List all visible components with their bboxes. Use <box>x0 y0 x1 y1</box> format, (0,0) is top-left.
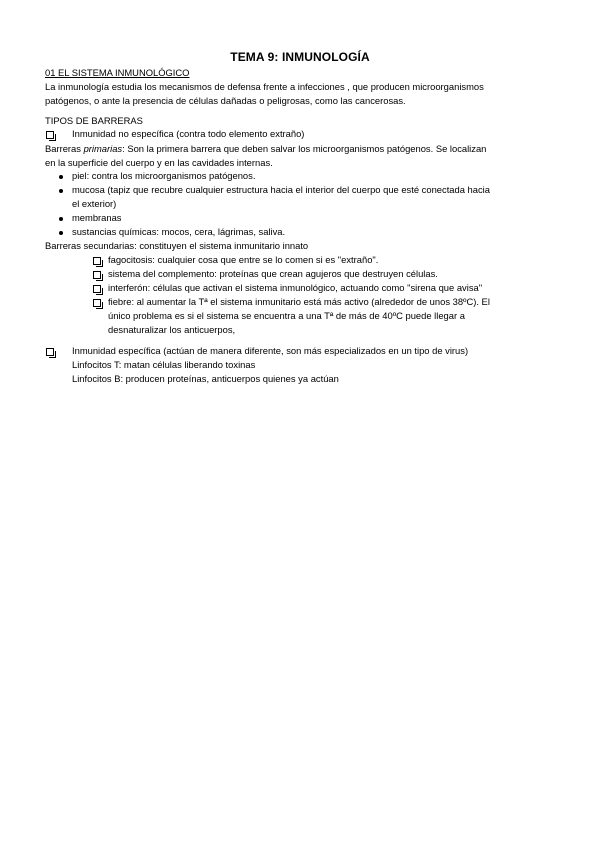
specific-linfocitos-b: Linfocitos B: producen proteínas, anticuerpos quienes ya actúan <box>72 373 339 384</box>
secondary-item-fiebre: fiebre: al aumentar la Tª el sistema inmunitario está más activo (alrededor de unos 38ºC). El <box>108 296 490 307</box>
primary-item-mucosa: mucosa (tapiz que recubre cualquier estructura hacia el interior del cuerpo que esté conectada hacia <box>72 184 490 195</box>
primary-italic: primarias <box>83 143 123 154</box>
primary-item-mucosa-continuation: el exterior) <box>72 198 117 209</box>
checkbox-bullet-icon <box>93 285 101 293</box>
intro-line-2: patógenos, o ante la presencia de células dañadas o peligrosas, como las cancerosas. <box>45 95 406 106</box>
secondary-item-fiebre-continuation-1: único problema es si el sistema se encuentra a una Tª de más de 40ºC puede llegar a <box>108 310 465 321</box>
intro-line-1: La inmunología estudia los mecanismos de defensa frente a infecciones , que producen microorganismos <box>45 81 484 92</box>
secondary-item-interferon: interferón: células que activan el sistema inmunológico, actuando como "sirena que avisa" <box>108 282 483 293</box>
nonspecific-label: Inmunidad no específica (contra todo elemento extraño) <box>72 128 305 139</box>
section-heading: 01 EL SISTEMA INMUNOLÓGICO <box>45 67 190 78</box>
bullet-dot-icon <box>59 189 63 193</box>
checkbox-bullet-icon <box>46 348 54 356</box>
checkbox-bullet-icon <box>93 299 101 307</box>
primary-prefix: Barreras <box>45 143 84 154</box>
primary-rest: : Son la primera barrera que deben salvar los microorganismos patógenos. Se localizan <box>122 143 487 154</box>
checkbox-bullet-icon <box>46 131 54 139</box>
secondary-item-complemento: sistema del complemento: proteínas que crean agujeros que destruyen células. <box>108 268 438 279</box>
primary-item-membranas: membranas <box>72 212 122 223</box>
bullet-dot-icon <box>59 175 63 179</box>
secondary-item-fagocitosis: fagocitosis: cualquier cosa que entre se lo comen si es "extraño". <box>108 254 379 265</box>
primary-barriers-line-1 <box>45 143 486 155</box>
specific-label: Inmunidad específica (actúan de manera diferente, son más especializados en un tipo de virus) <box>72 345 469 356</box>
secondary-heading: Barreras secundarias: constituyen el sistema inmunitario innato <box>45 240 309 251</box>
secondary-item-fiebre-continuation-2: desnaturalizar los anticuerpos, <box>108 324 236 335</box>
primary-item-piel: piel: contra los microorganismos patógenos. <box>72 170 256 181</box>
bullet-dot-icon <box>59 231 63 235</box>
checkbox-bullet-icon <box>93 271 101 279</box>
specific-linfocitos-t: Linfocitos T: matan células liberando toxinas <box>72 359 256 370</box>
bullet-dot-icon <box>59 217 63 221</box>
primary-item-sustancias: sustancias químicas: mocos, cera, lágrimas, saliva. <box>72 226 286 237</box>
primary-barriers-line-2: en la superficie del cuerpo y en las cavidades internas. <box>45 157 273 168</box>
checkbox-bullet-icon <box>93 257 101 265</box>
page-title: TEMA 9: INMUNOLOGÍA <box>230 50 370 64</box>
types-heading: TIPOS DE BARRERAS <box>45 115 143 126</box>
